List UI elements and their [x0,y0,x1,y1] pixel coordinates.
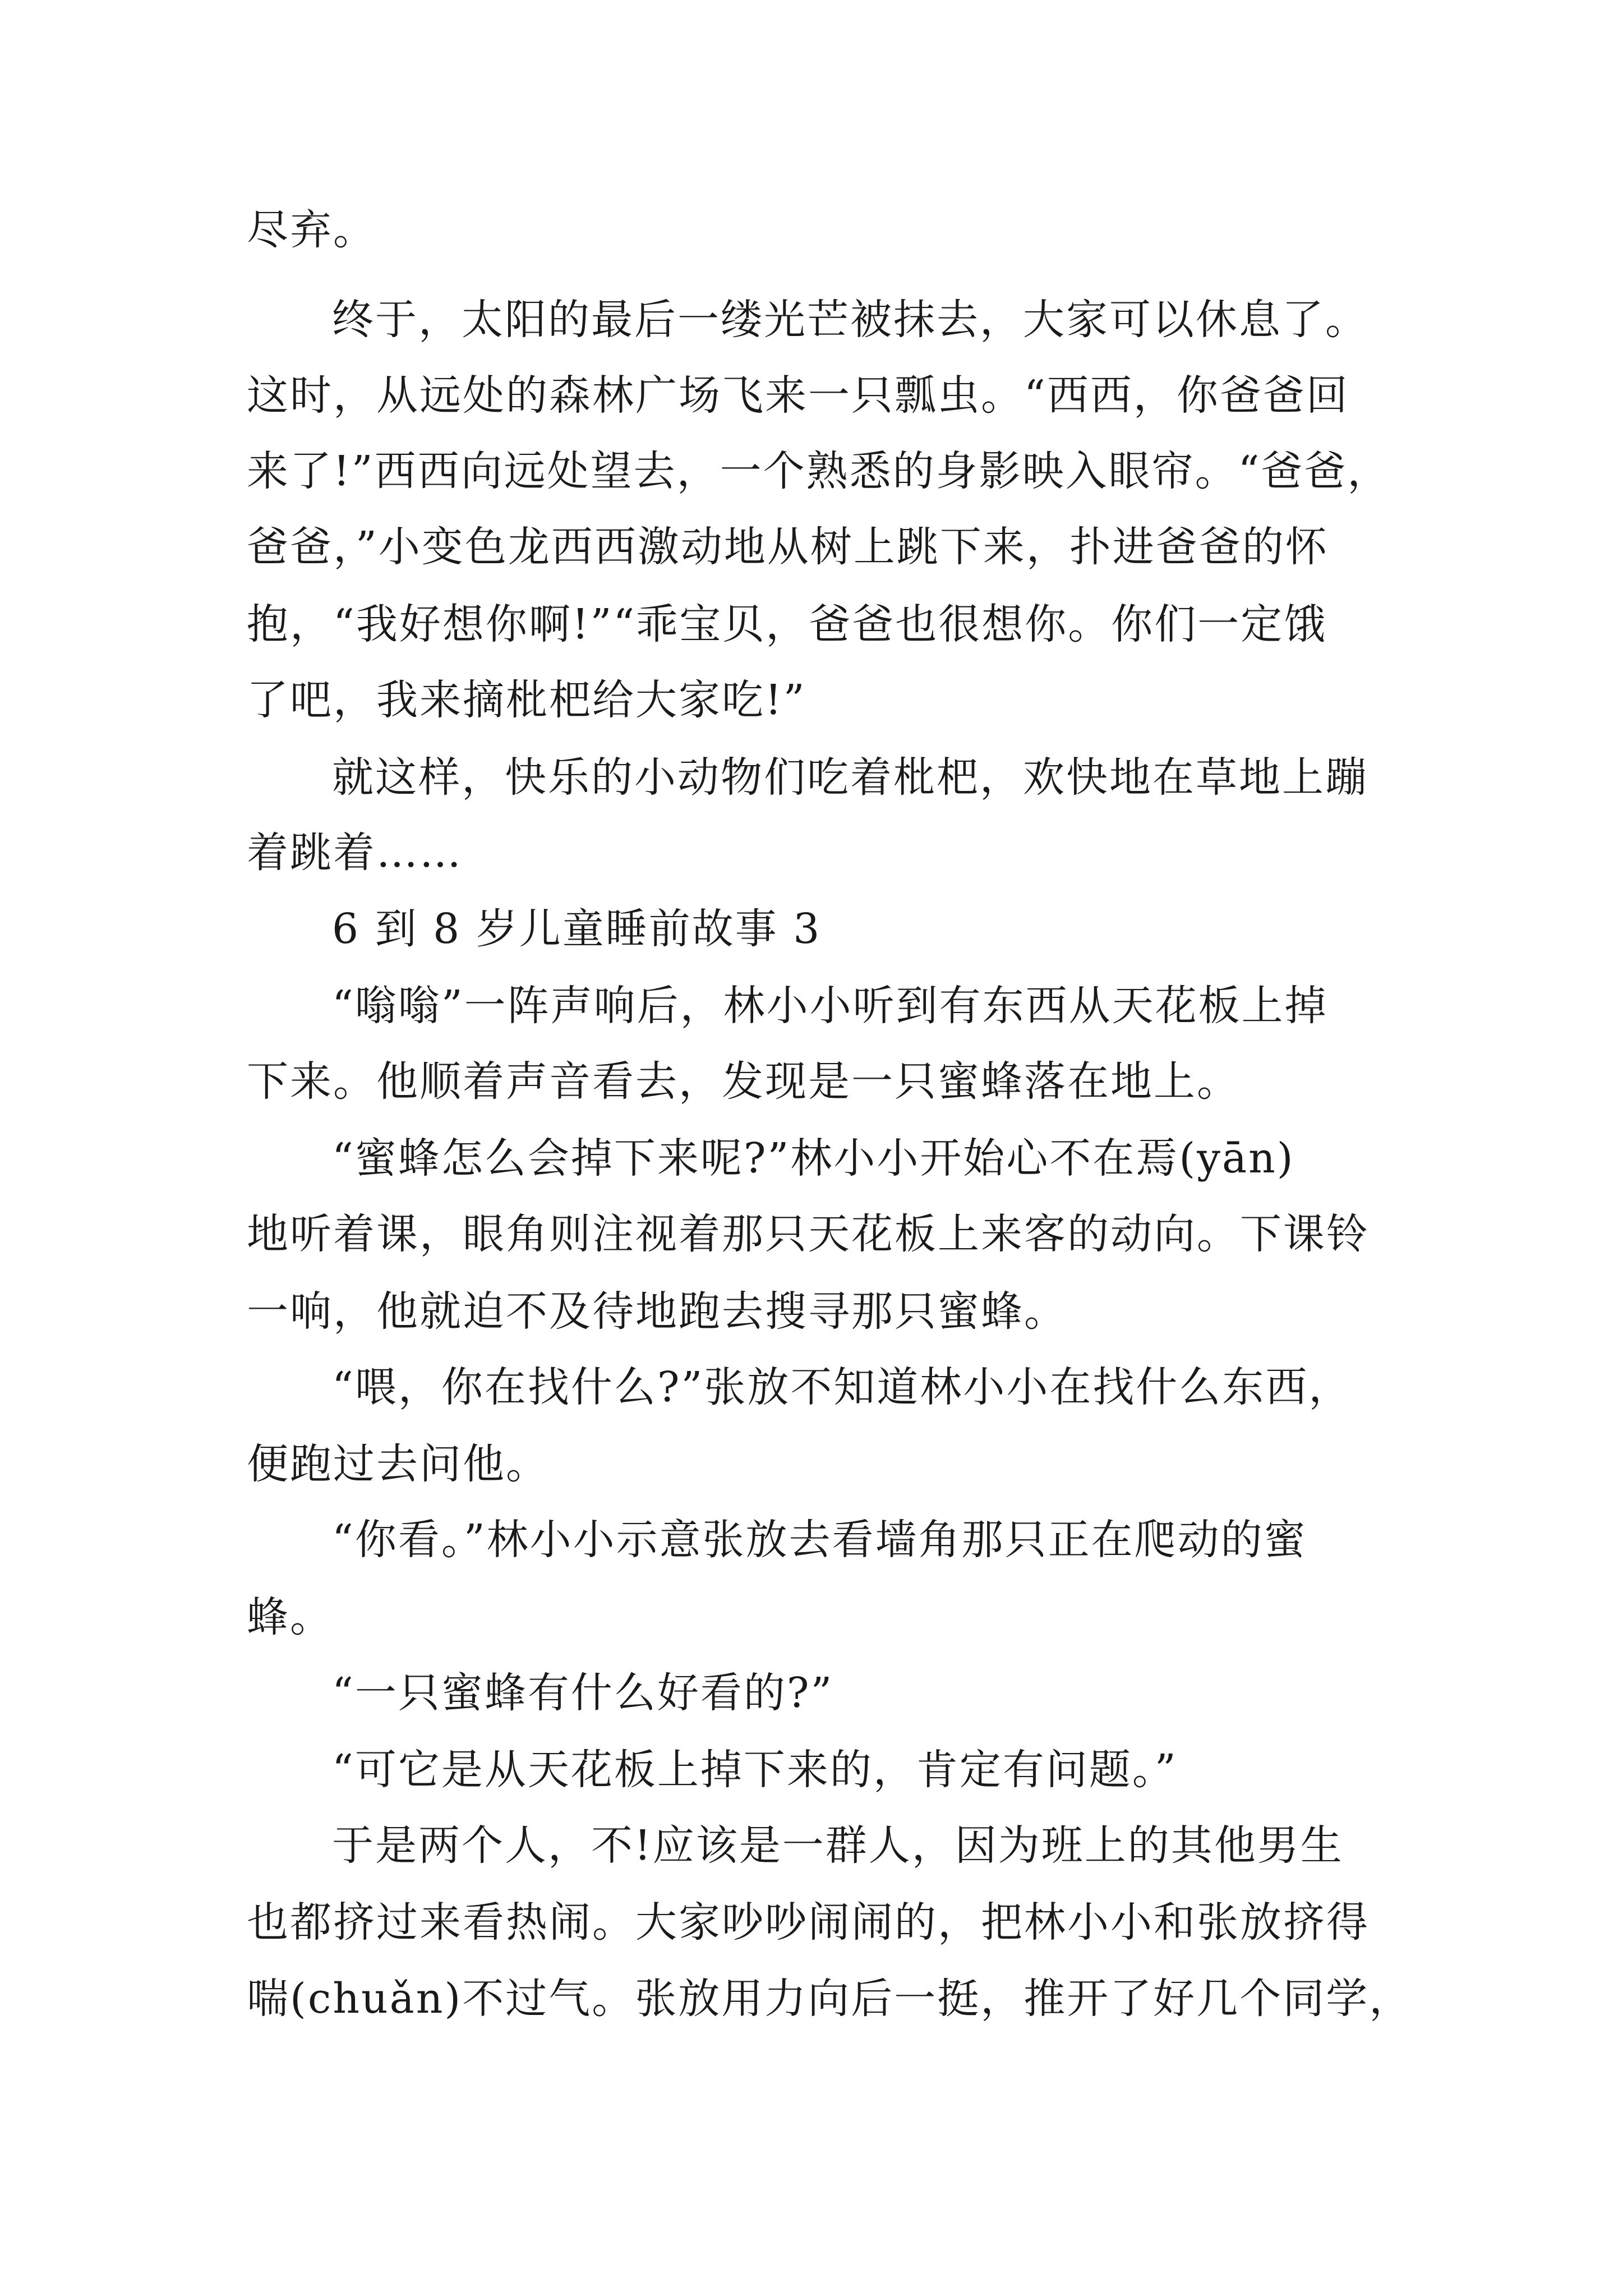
text-line-14: 地听着课，眼角则注视着那只天花板上来客的动向。下课铃 [247,1210,1370,1258]
text-line-21: “可它是从天花板上掉下来的，肯定有问题。” [332,1746,1178,1794]
text-line-17: 便跑过去问他。 [247,1440,549,1488]
text-line-18: “你看。”林小小示意张放去看墙角那只正在爬动的蜜 [332,1516,1307,1564]
text-line-23: 也都挤过来看热闹。大家吵吵闹闹的，把林小小和张放挤得 [247,1898,1370,1947]
text-line-12: 下来。他顺着声音看去，发现是一只蜜蜂落在地上。 [247,1057,1240,1106]
section-heading: 6 到 8 岁儿童睡前故事 3 [332,905,822,953]
text-line-19: 蜂。 [247,1593,333,1641]
text-line-11: “嗡嗡”一阵声响后，林小小听到有东西从天花板上掉 [332,982,1328,1030]
text-line-20: “一只蜜蜂有什么好看的?” [332,1669,834,1717]
text-line-9: 着跳着…… [247,829,463,877]
text-line-22: 于是两个人，不!应该是一群人，因为班上的其他男生 [332,1821,1344,1870]
text-line-4: 来了!”西西向远处望去，一个熟悉的身影映入眼帘。“爸爸， [247,447,1391,495]
text-line-5: 爸爸，”小变色龙西西激动地从树上跳下来，扑进爸爸的怀 [247,523,1329,571]
text-line-2: 终于，太阳的最后一缕光芒被抹去，大家可以休息了。 [332,296,1368,344]
text-line-13: “蜜蜂怎么会掉下来呢?”林小小开始心不在焉(yān) [332,1134,1295,1182]
text-line-6: 抱，“我好想你啊!”“乖宝贝，爸爸也很想你。你们一定饿 [247,600,1327,648]
text-line-24: 喘(chuǎn)不过气。张放用力向后一挺，推开了好几个同学， [247,1975,1413,2023]
text-line-8: 就这样，快乐的小动物们吃着枇杷，欢快地在草地上蹦 [332,753,1368,802]
text-line-1: 尽弃。 [247,206,376,254]
text-line-3: 这时，从远处的森林广场飞来一只瓢虫。“西西，你爸爸回 [247,371,1349,420]
text-line-16: “喂，你在找什么?”张放不知道林小小在找什么东西， [332,1363,1352,1411]
text-line-15: 一响，他就迫不及待地跑去搜寻那只蜜蜂。 [247,1287,1067,1336]
text-line-7: 了吧，我来摘枇杷给大家吃!” [247,676,806,724]
